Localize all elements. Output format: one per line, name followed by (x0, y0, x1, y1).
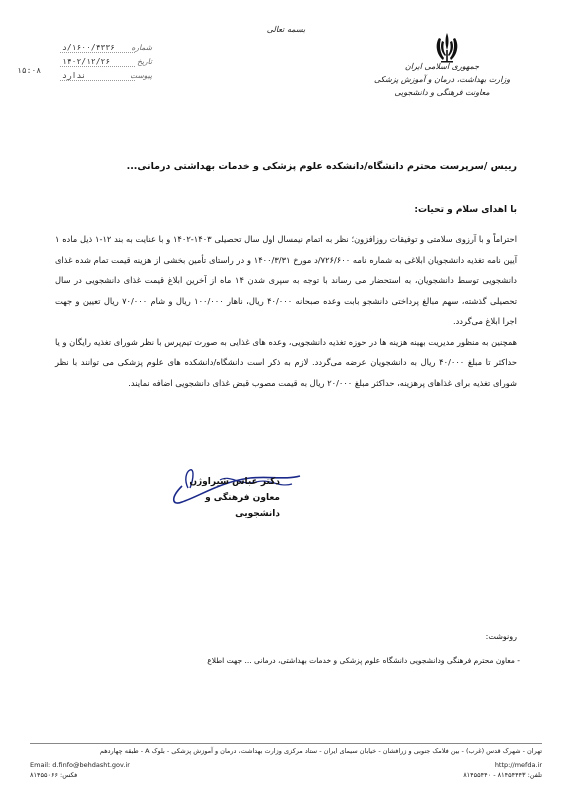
cc-item: - معاون محترم فرهنگی ودانشجویی دانشگاه علوم پزشکی و خدمات بهداشتی، درمانی ... جهت اطلاع (207, 656, 520, 665)
org-line-department: معاونت فرهنگی و دانشجویی (394, 88, 490, 97)
basmala: بسمه تعالی (266, 25, 306, 34)
letter-number: ۱۶۰۰/۴۳۳۶/د (62, 42, 115, 52)
footer (30, 746, 542, 780)
letter-body (55, 229, 517, 393)
org-line-country: جمهوری اسلامی ایران (404, 62, 480, 71)
salutation: با اهدای سلام و تحیات: (414, 205, 517, 215)
number-label: شماره (131, 42, 152, 52)
letter-meta (62, 40, 152, 82)
cc-title: رونوشت: (485, 632, 517, 641)
ministry-name-block (367, 60, 517, 99)
letter-date: ۱۴۰۲/۱۲/۲۶ (62, 56, 111, 66)
footer-divider (30, 743, 542, 744)
side-note: ۱۵:۰۸ (17, 66, 42, 75)
signer-block (170, 474, 280, 522)
meta-divider (60, 80, 135, 81)
footer-website[interactable]: http://mefda.ir (494, 761, 542, 769)
footer-phone: تلفن: ۸۱۴۵۴۴۴۳ - ۸۱۴۵۵۴۴۰ (463, 771, 542, 779)
signer-name: دکتر عباس شیراوژن (189, 477, 280, 487)
org-line-ministry: وزارت بهداشت، درمان و آموزش پزشکی (373, 75, 511, 84)
body-paragraph: احتراماً و با آرزوی سلامتی و توفیقات روزافزون؛ نظر به اتمام نیمسال اول سال تحصیلی ۱۴۰۳-۱۴۰۲ و با عنایت به بند ۱۲-۱ ذیل ماده ۱ آیین نامه تغذیه دانشجویان ابلاغی به شماره نامه ۷۲۶/۶۰۰/د مورخ ۱۴۰۰/۳/۳۱ و در راستای تأمین بخشی از هزینه قیمت تمام شده غذای دانشجویی توسط دانشجویان، به استحضار می رساند با توجه به سپری شدن ۱۴ ماه از آخرین ابلاغ قیمت غذای دانشجویی در سال تحصیلی گذشته، سهم مبالغ پرداختی دانشجو بابت وعده صبحانه ۴۰/۰۰۰ ریال، ناهار ۱۰۰/۰۰۰ ریال و شام ۷۰/۰۰۰ ریال تعیین و جهت اجرا ابلاغ می‌گردد. (55, 234, 518, 326)
footer-email[interactable]: Email: d.finfo@behdasht.gov.ir (30, 761, 130, 769)
body-paragraph: همچنین به منظور مدیریت بهینه هزینه ها در حوزه تغذیه دانشجویی، وعده های غذایی به صورت تیم‌پرس با نظر شورای تغذیه رایگان و یا حداکثر تا مبلغ ۴۰/۰۰۰ ریال به دانشجویان عرضه می‌گردد. لازم به ذکر است دانشگاه/دانشکده های علوم پزشکی می توانند با نظر شورای تغذیه برای غذاهای پرهزینه، حداکثر مبلغ ۲۰/۰۰۰ ریال به قیمت مصوب قبض غذای دانشجویی اضافه نمایند. (55, 336, 517, 388)
addressee: رییس /سرپرست محترم دانشگاه/دانشکده علوم پزشکی و خدمات بهداشتی درمانی... (126, 161, 517, 172)
meta-divider (60, 52, 135, 53)
meta-divider (60, 66, 135, 67)
attachment-value: ندارد (62, 70, 87, 80)
footer-address: تهران - شهرک قدس (غرب) - بین فلامک جنوبی و زرافشان - خیابان سیمای ایران - ستاد مرکزی وزارت بهداشت، درمان و آموزش پزشکی - بلوک A - طبقه چهاردهم (99, 747, 542, 755)
attachment-label: پیوست (130, 70, 152, 80)
signer-title: معاون فرهنگی و دانشجویی (205, 493, 280, 519)
date-label: تاریخ (137, 56, 152, 66)
footer-fax: فکس: ۸۱۴۵۵۰۶۶ (30, 771, 78, 779)
